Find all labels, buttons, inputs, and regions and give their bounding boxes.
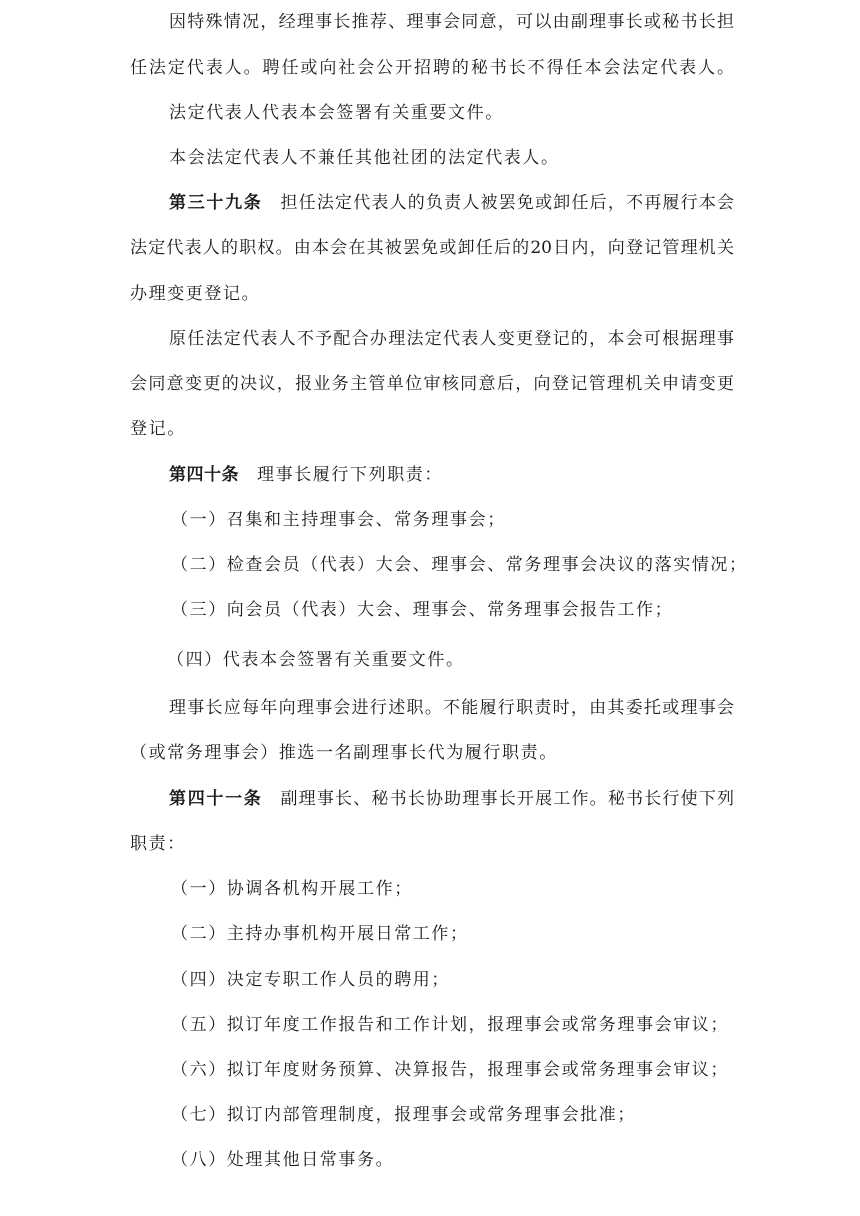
- paragraph-line: 原任法定代表人不予配合办理法定代表人变更登记的，本会可根据理事: [169, 329, 734, 349]
- article-40-line: 第四十条 理事长履行下列职责：: [169, 465, 443, 485]
- paragraph-line: 法定代表人的职权。由本会在其被罢免或卸任后的20日内，向登记管理机关: [130, 238, 734, 258]
- article-39-line: 第三十九条 担任法定代表人的负责人被罢免或卸任后，不再履行本会: [169, 193, 735, 213]
- paragraph-line: （或常务理事会）推选一名副理事长代为履行职责。: [130, 743, 558, 763]
- paragraph-line: 任法定代表人。聘任或向社会公开招聘的秘书长不得任本会法定代表人。: [130, 58, 734, 78]
- paragraph-line: 职责：: [130, 834, 186, 854]
- list-item: （四）决定专职工作人员的聘用；: [171, 970, 450, 990]
- paragraph-line: 登记。: [130, 419, 186, 439]
- article-heading: 第三十九条: [169, 193, 263, 213]
- list-item: （二）检查会员（代表）大会、理事会、常务理事会决议的落实情况；: [171, 555, 748, 575]
- list-item: （二）主持办事机构开展日常工作；: [171, 924, 469, 944]
- list-item: （一）协调各机构开展工作；: [171, 879, 413, 899]
- paragraph-line: 法定代表人代表本会签署有关重要文件。: [169, 103, 504, 123]
- article-heading: 第四十条: [169, 465, 239, 485]
- list-item: （三）向会员（代表）大会、理事会、常务理事会报告工作；: [171, 600, 674, 620]
- list-item: （七）拟订内部管理制度，报理事会或常务理事会批准；: [171, 1105, 636, 1125]
- paragraph-line: 本会法定代表人不兼任其他社团的法定代表人。: [169, 148, 560, 168]
- paragraph-line: 因特殊情况，经理事长推荐、理事会同意，可以由副理事长或秘书长担: [169, 12, 734, 32]
- list-item: （四）代表本会签署有关重要文件。: [167, 650, 465, 670]
- paragraph-line: 会同意变更的决议，报业务主管单位审核同意后，向登记管理机关申请变更: [130, 374, 734, 394]
- article-heading: 第四十一条: [169, 789, 263, 809]
- paragraph-line: 办理变更登记。: [130, 284, 261, 304]
- article-41-line: 第四十一条 副理事长、秘书长协助理事长开展工作。秘书长行使下列: [169, 789, 735, 809]
- list-item: （一）召集和主持理事会、常务理事会；: [171, 510, 506, 530]
- list-item: （五）拟订年度工作报告和工作计划，报理事会或常务理事会审议；: [171, 1015, 729, 1035]
- paragraph-line: 理事长应每年向理事会进行述职。不能履行职责时，由其委托或理事会: [169, 698, 734, 718]
- list-item: （六）拟订年度财务预算、决算报告，报理事会或常务理事会审议；: [171, 1060, 729, 1080]
- list-item: （八）处理其他日常事务。: [171, 1150, 395, 1170]
